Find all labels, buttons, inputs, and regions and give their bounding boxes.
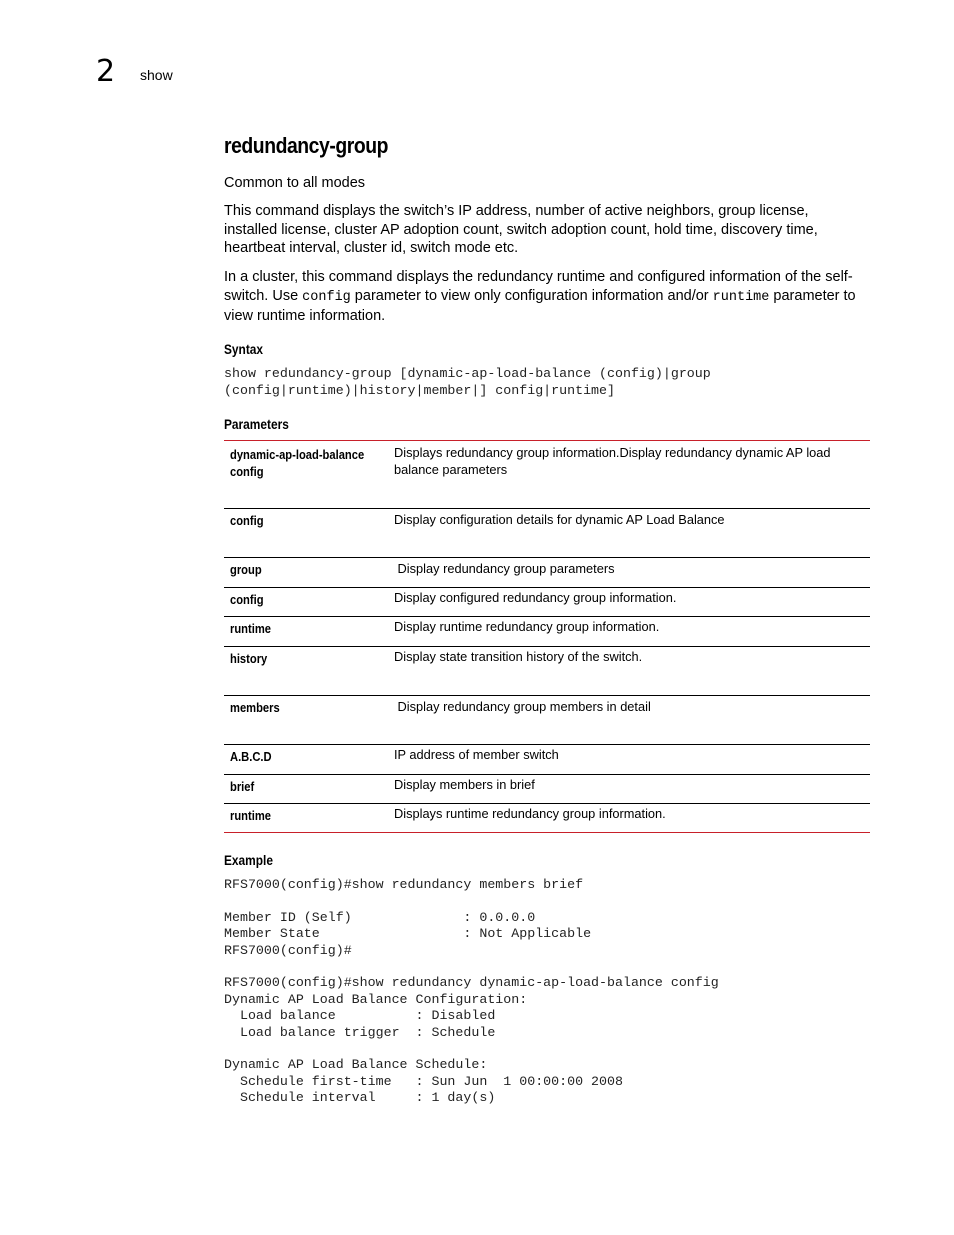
syntax-line-1: show redundancy-group [dynamic-ap-load-balance (config)|group (224, 366, 711, 381)
param-description: IP address of member switch (394, 747, 559, 762)
param-description: Display redundancy group parameters (394, 561, 615, 576)
cluster-paragraph (224, 268, 864, 326)
param-description: Display members in brief (394, 777, 535, 792)
param-description: Display runtime redundancy group information. (394, 619, 660, 634)
param-description: Display redundancy group members in detail (394, 699, 651, 714)
cluster-text-2: parameter to view only configuration information and/or (350, 287, 713, 304)
mode-text: Common to all modes (224, 175, 366, 191)
param-name: config (230, 513, 264, 528)
param-name: history (230, 651, 268, 666)
table-row (224, 441, 870, 508)
param-name: group (230, 562, 262, 577)
page-title: redundancy-group (224, 133, 388, 158)
syntax-heading: Syntax (224, 341, 264, 357)
parameters-heading: Parameters (224, 416, 289, 432)
param-description: Display state transition history of the switch. (394, 649, 643, 664)
parameters-table (224, 440, 870, 833)
param-name: runtime (230, 808, 271, 823)
description-paragraph: This command displays the switch’s IP address, number of active neighbors, group license, installed license, cluster AP adoption count, switch adoption count, hold time, discovery time, heartbeat interval, cluster id, switch mode etc. (224, 203, 818, 256)
param-name: members (230, 700, 280, 715)
table-row (224, 803, 870, 832)
param-name: A.B.C.D (230, 749, 272, 764)
table-row (224, 587, 870, 616)
table-row (224, 616, 870, 646)
param-name: runtime (230, 621, 271, 636)
param-name: dynamic-ap-load-balance config (230, 447, 365, 479)
cluster-text-1: In a cluster, this command displays the redundancy runtime and configured information of the self-switch. Use (224, 269, 853, 304)
table-row (224, 774, 870, 803)
param-name: config (230, 592, 264, 607)
table-row (224, 646, 870, 695)
chapter-label: show (140, 67, 173, 83)
table-row (224, 557, 870, 587)
example-code: RFS7000(config)#show redundancy members brief Member ID (Self) : 0.0.0.0 Member State : Not Applicable RFS7000(config)# RFS7000(config)#show redundancy dynamic-ap-load-balance config Dynamic AP Load Balance Configuration: Load balance : Disabled Load balance trigger : Schedule Dynamic AP Load Balance Schedule: Schedule first-time : Sun Jun 1 00:00:00 2008 Schedule interval : 1 day(s) (224, 877, 719, 1106)
config-code: config (302, 289, 351, 305)
table-row (224, 695, 870, 744)
runtime-code: runtime (712, 289, 770, 305)
param-description: Display configuration details for dynamic AP Load Balance (394, 512, 725, 527)
param-description: Display configured redundancy group information. (394, 590, 677, 605)
syntax-line-2: (config|runtime)|history|member|] config|runtime] (224, 383, 615, 398)
param-name: brief (230, 779, 255, 794)
cluster-text-3: parameter to view runtime information. (224, 287, 856, 324)
example-heading: Example (224, 852, 273, 868)
param-description: Displays redundancy group information.Display redundancy dynamic AP load balance parameters (394, 445, 831, 477)
chapter-number: 2 (96, 54, 116, 89)
table-row (224, 744, 870, 774)
param-description: Displays runtime redundancy group information. (394, 806, 666, 821)
table-row (224, 508, 870, 557)
